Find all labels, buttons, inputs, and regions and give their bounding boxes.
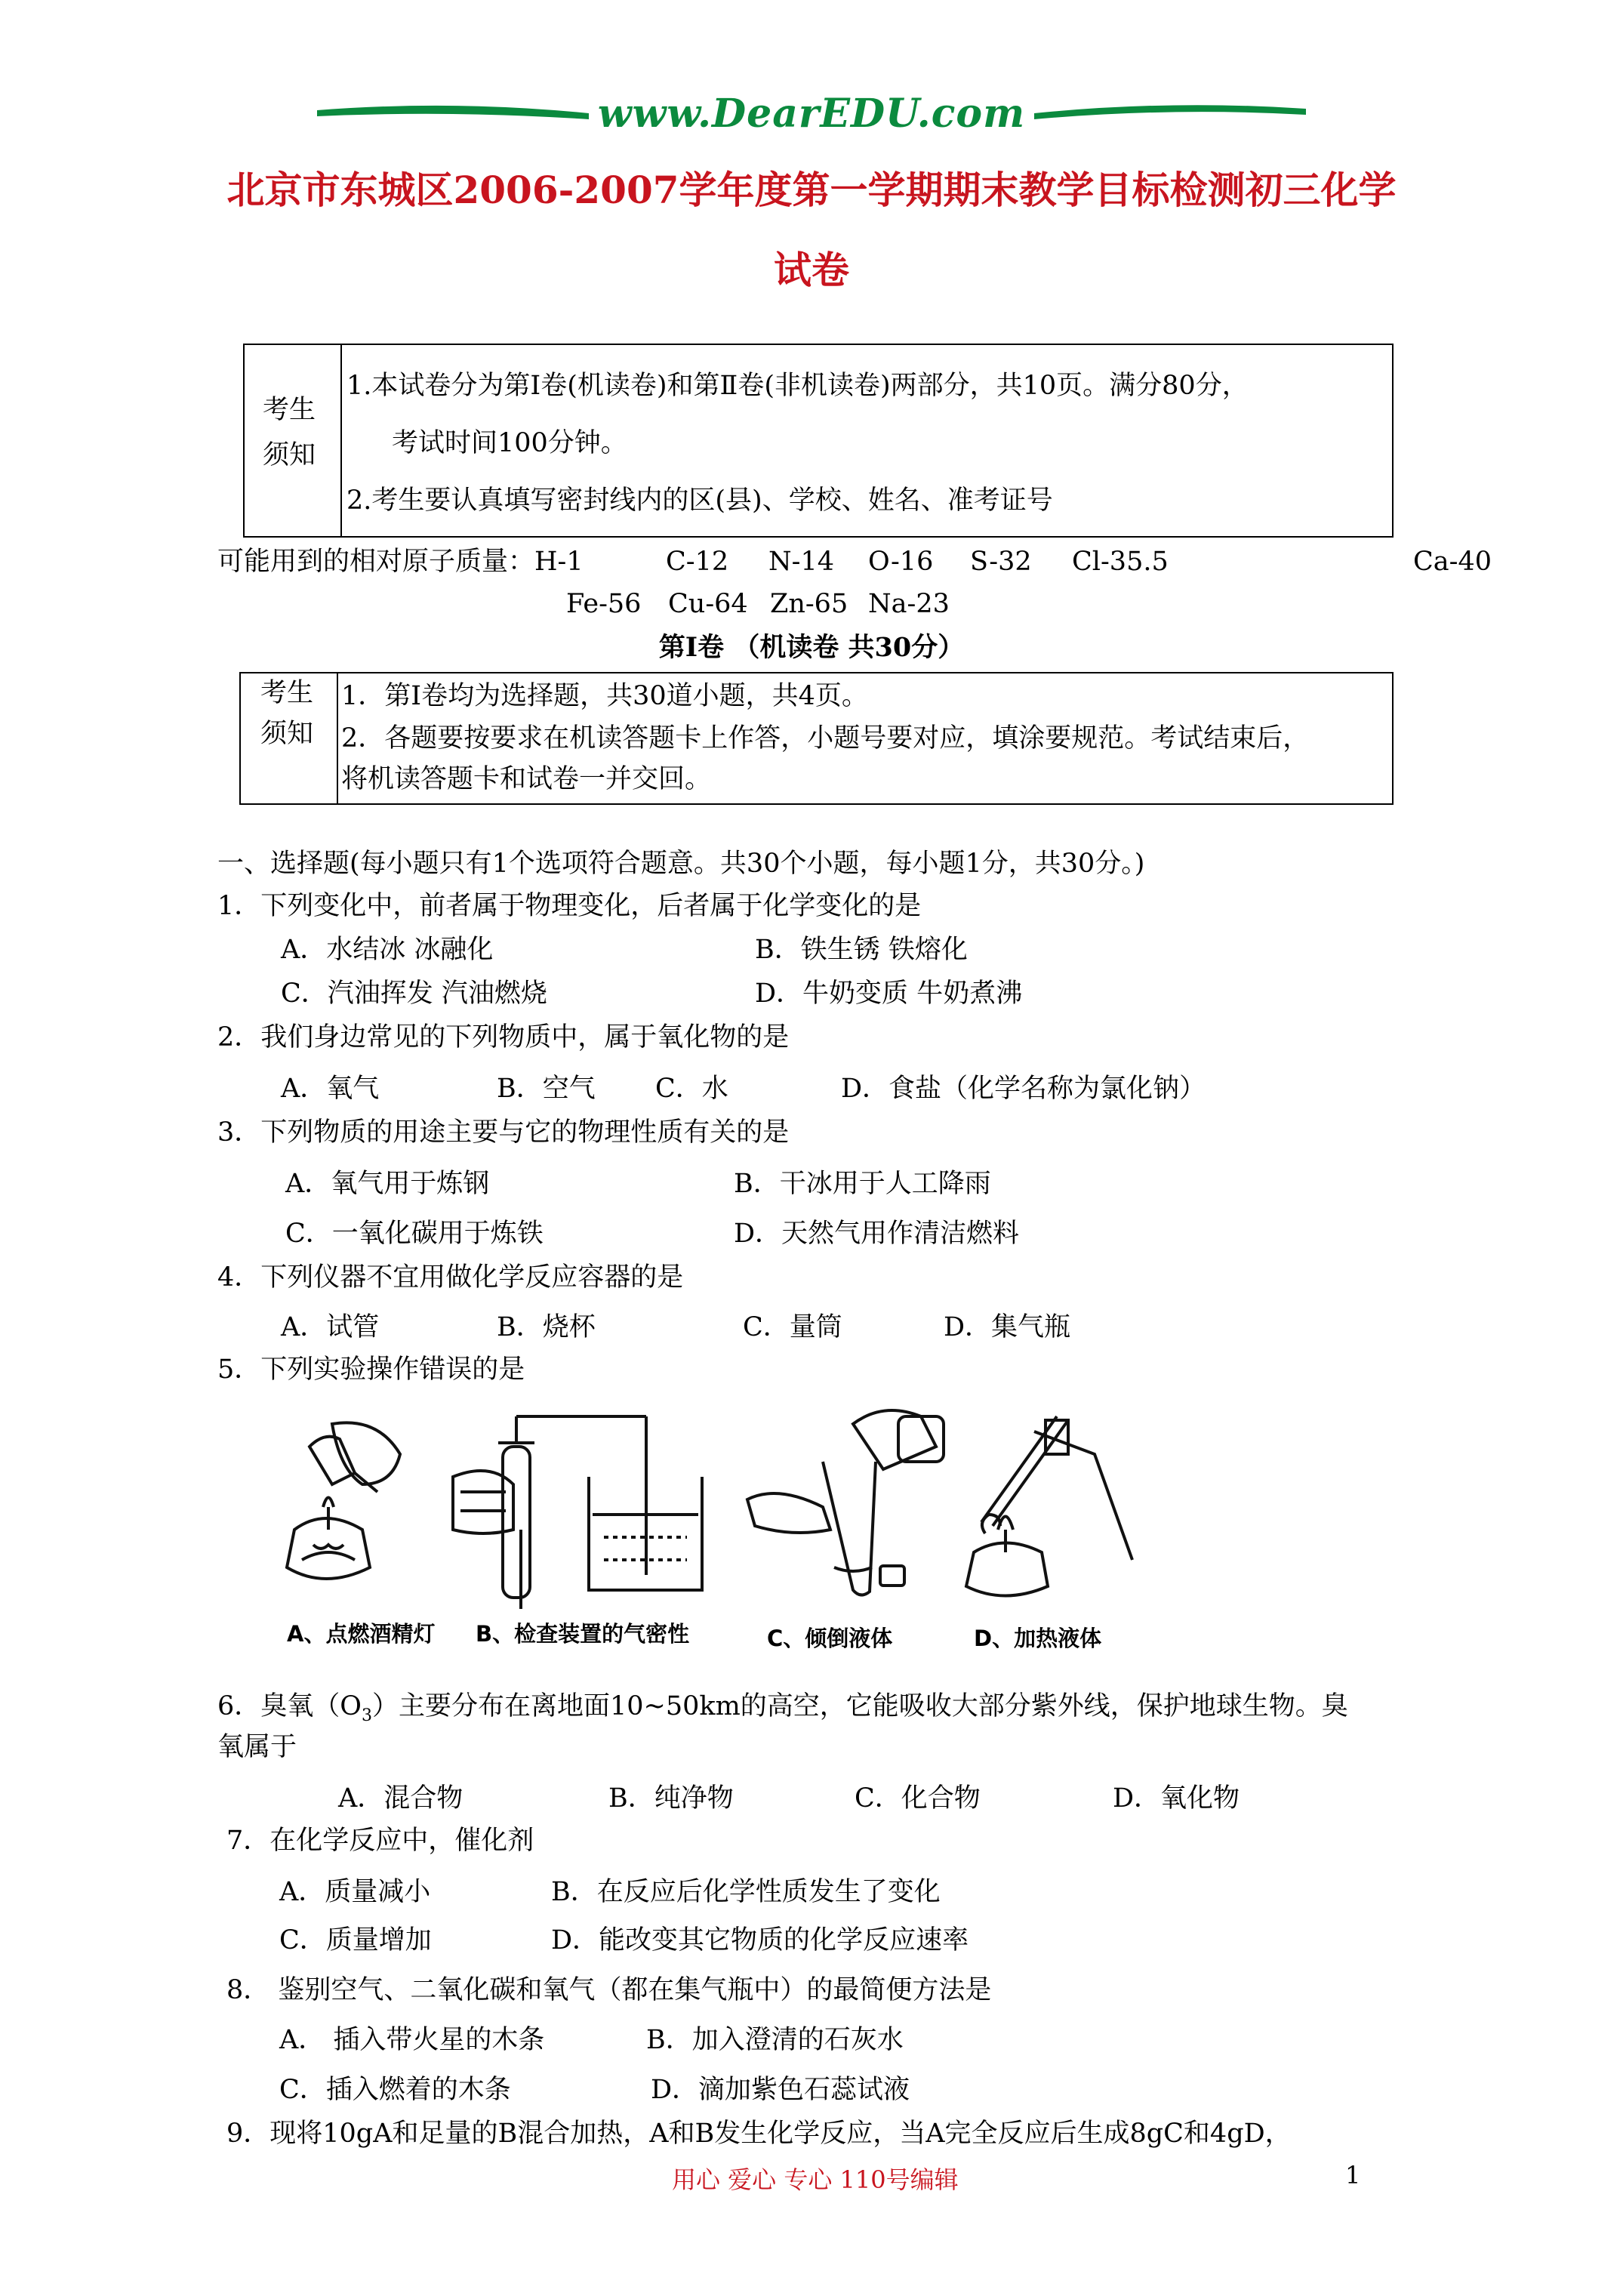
part1-notice-item-1: 1．第Ⅰ卷均为选择题，共30道小题，共4页。 xyxy=(341,681,868,711)
q3-option-c: C．一氧化碳用于炼铁 xyxy=(285,1219,544,1249)
atomic-mass-zn: Zn-65 xyxy=(770,589,848,619)
notice-content-cell xyxy=(341,344,1393,537)
document-title: 北京市东城区2006-2007学年度第一学期期末教学目标检测初三化学 xyxy=(226,168,1397,212)
q6-stem-cont: 氧属于 xyxy=(217,1732,297,1762)
atomic-mass-lead: 可能用到的相对原子质量： xyxy=(217,547,535,577)
q1-option-a: A．水结冰 冰融化 xyxy=(281,935,494,965)
q1-stem: 1．下列变化中，前者属于物理变化，后者属于化学变化的是 xyxy=(217,891,922,921)
q3-option-b: B．干冰用于人工降雨 xyxy=(734,1169,991,1199)
document-title-line2: 试卷 xyxy=(774,248,849,292)
q5-stem: 5．下列实验操作错误的是 xyxy=(217,1354,525,1385)
part1-notice-label-b: 须知 xyxy=(260,719,314,749)
q3-option-d: D．天然气用作清洁燃料 xyxy=(734,1219,1020,1249)
notice-item-1-cont: 考试时间100分钟。 xyxy=(392,428,627,458)
q1-option-c: C．汽油挥发 汽油燃烧 xyxy=(281,978,547,1009)
figure-heating-liquid-icon xyxy=(966,1416,1132,1596)
q6-stem-pre: 6．臭氧（O xyxy=(217,1691,362,1721)
q2-stem: 2．我们身边常见的下列物质中，属于氧化物的是 xyxy=(217,1022,790,1052)
notice-label-cell xyxy=(244,344,341,537)
q7-stem: 7．在化学反应中，催化剂 xyxy=(226,1826,534,1856)
footer-editor-text: 用心 爱心 专心 110号编辑 xyxy=(672,2165,959,2194)
notice-item-2: 2.考生要认真填写密封线内的区(县)、学校、姓名、准考证号 xyxy=(346,485,1053,516)
figure-alcohol-lamp-icon xyxy=(287,1422,400,1579)
q3-option-a: A．氧气用于炼钢 xyxy=(285,1169,490,1199)
part1-notice-item-2-cont: 将机读答题卡和试卷一并交回。 xyxy=(341,764,712,794)
atomic-mass-cu: Cu-64 xyxy=(668,589,748,619)
atomic-mass-fe: Fe-56 xyxy=(566,589,642,619)
q2-option-d: D．食盐（化学名称为氯化钠） xyxy=(841,1074,1206,1104)
part1-title: 第Ⅰ卷 （机读卷 共30分） xyxy=(658,632,965,663)
q7-option-d: D．能改变其它物质的化学反应速率 xyxy=(551,1925,969,1955)
q3-stem: 3．下列物质的用途主要与它的物理性质有关的是 xyxy=(217,1117,790,1148)
atomic-mass-n: N-14 xyxy=(768,547,834,577)
site-logo xyxy=(0,83,1623,151)
q6-option-d: D．氧化物 xyxy=(1113,1783,1240,1814)
notice-item-1: 1.本试卷分为第Ⅰ卷(机读卷)和第Ⅱ卷(非机读卷)两部分，共10页。满分80分， xyxy=(346,371,1249,401)
q2-option-a: A．氧气 xyxy=(281,1074,380,1104)
q8-option-b: B．加入澄清的石灰水 xyxy=(646,2025,904,2055)
q2-option-c: C．水 xyxy=(655,1074,728,1104)
part1-notice-label-a: 考生 xyxy=(260,678,314,708)
atomic-mass-ca: Ca-40 xyxy=(1413,547,1492,577)
q5-figure-label-c: C、倾倒液体 xyxy=(767,1626,893,1651)
q5-experiment-figures xyxy=(279,1401,1140,1620)
q5-figure-label-a: A、点燃酒精灯 xyxy=(287,1621,436,1647)
q4-option-a: A．试管 xyxy=(281,1312,380,1342)
q6-option-b: B．纯净物 xyxy=(608,1783,734,1814)
q4-stem: 4．下列仪器不宜用做化学反应容器的是 xyxy=(217,1262,684,1293)
atomic-mass-h: H-1 xyxy=(534,547,584,577)
page-number: 1 xyxy=(1345,2161,1361,2190)
figure-airtightness-icon xyxy=(453,1416,702,1609)
q5-figure-label-d: D、加热液体 xyxy=(974,1626,1102,1651)
atomic-mass-o: O-16 xyxy=(868,547,934,577)
q7-option-b: B．在反应后化学性质发生了变化 xyxy=(551,1877,941,1907)
q6-subscript: 3 xyxy=(361,1706,372,1725)
candidate-notice-box xyxy=(243,344,1394,538)
q2-option-b: B．空气 xyxy=(497,1074,596,1104)
part1-notice-content-cell xyxy=(337,673,1393,804)
q4-option-d: D．集气瓶 xyxy=(944,1312,1071,1342)
q8-stem: 8． 鉴别空气、二氧化碳和氧气（都在集气瓶中）的最简便方法是 xyxy=(226,1975,992,2005)
q7-option-c: C．质量增加 xyxy=(279,1925,432,1955)
q8-option-d: D．滴加紫色石蕊试液 xyxy=(651,2075,910,2105)
q9-stem: 9．现将10gA和足量的B混合加热，A和B发生化学反应，当A完全反应后生成8gC和4gD， xyxy=(226,2119,1292,2149)
q7-option-a: A．质量减小 xyxy=(279,1877,431,1907)
part1-notice-label-cell xyxy=(240,673,337,804)
notice-label-b: 须知 xyxy=(263,440,316,470)
atomic-mass-s: S-32 xyxy=(970,547,1032,577)
section-heading: 一、选择题(每小题只有1个选项符合题意。共30个小题，每小题1分，共30分。) xyxy=(217,849,1145,879)
notice-label-a: 考生 xyxy=(263,395,316,425)
q1-option-b: B．铁生锈 铁熔化 xyxy=(755,935,968,965)
q1-option-d: D．牛奶变质 牛奶煮沸 xyxy=(755,978,1023,1009)
logo-text: www.DearEDU.com xyxy=(597,91,1026,137)
q6-stem-post: ）主要分布在离地面10~50km的高空，它能吸收大部分紫外线，保护地球生物。臭 xyxy=(371,1691,1348,1721)
q8-option-a: A． 插入带火星的木条 xyxy=(279,2025,545,2055)
q4-option-c: C．量筒 xyxy=(743,1312,842,1342)
q6-stem xyxy=(217,1690,1348,1733)
atomic-mass-c: C-12 xyxy=(666,547,729,577)
figure-pouring-liquid-icon xyxy=(747,1410,944,1595)
q4-option-b: B．烧杯 xyxy=(497,1312,596,1342)
q8-option-c: C．插入燃着的木条 xyxy=(279,2075,511,2105)
part1-notice-item-2: 2．各题要按要求在机读答题卡上作答，小题号要对应，填涂要规范。考试结束后， xyxy=(341,723,1310,754)
q5-figure-label-b: B、检查装置的气密性 xyxy=(476,1621,690,1647)
atomic-mass-na: Na-23 xyxy=(868,589,950,619)
atomic-mass-cl: Cl-35.5 xyxy=(1072,547,1169,577)
q6-option-c: C．化合物 xyxy=(855,1783,981,1814)
q6-option-a: A．混合物 xyxy=(338,1783,463,1814)
part1-notice-box xyxy=(239,672,1394,805)
